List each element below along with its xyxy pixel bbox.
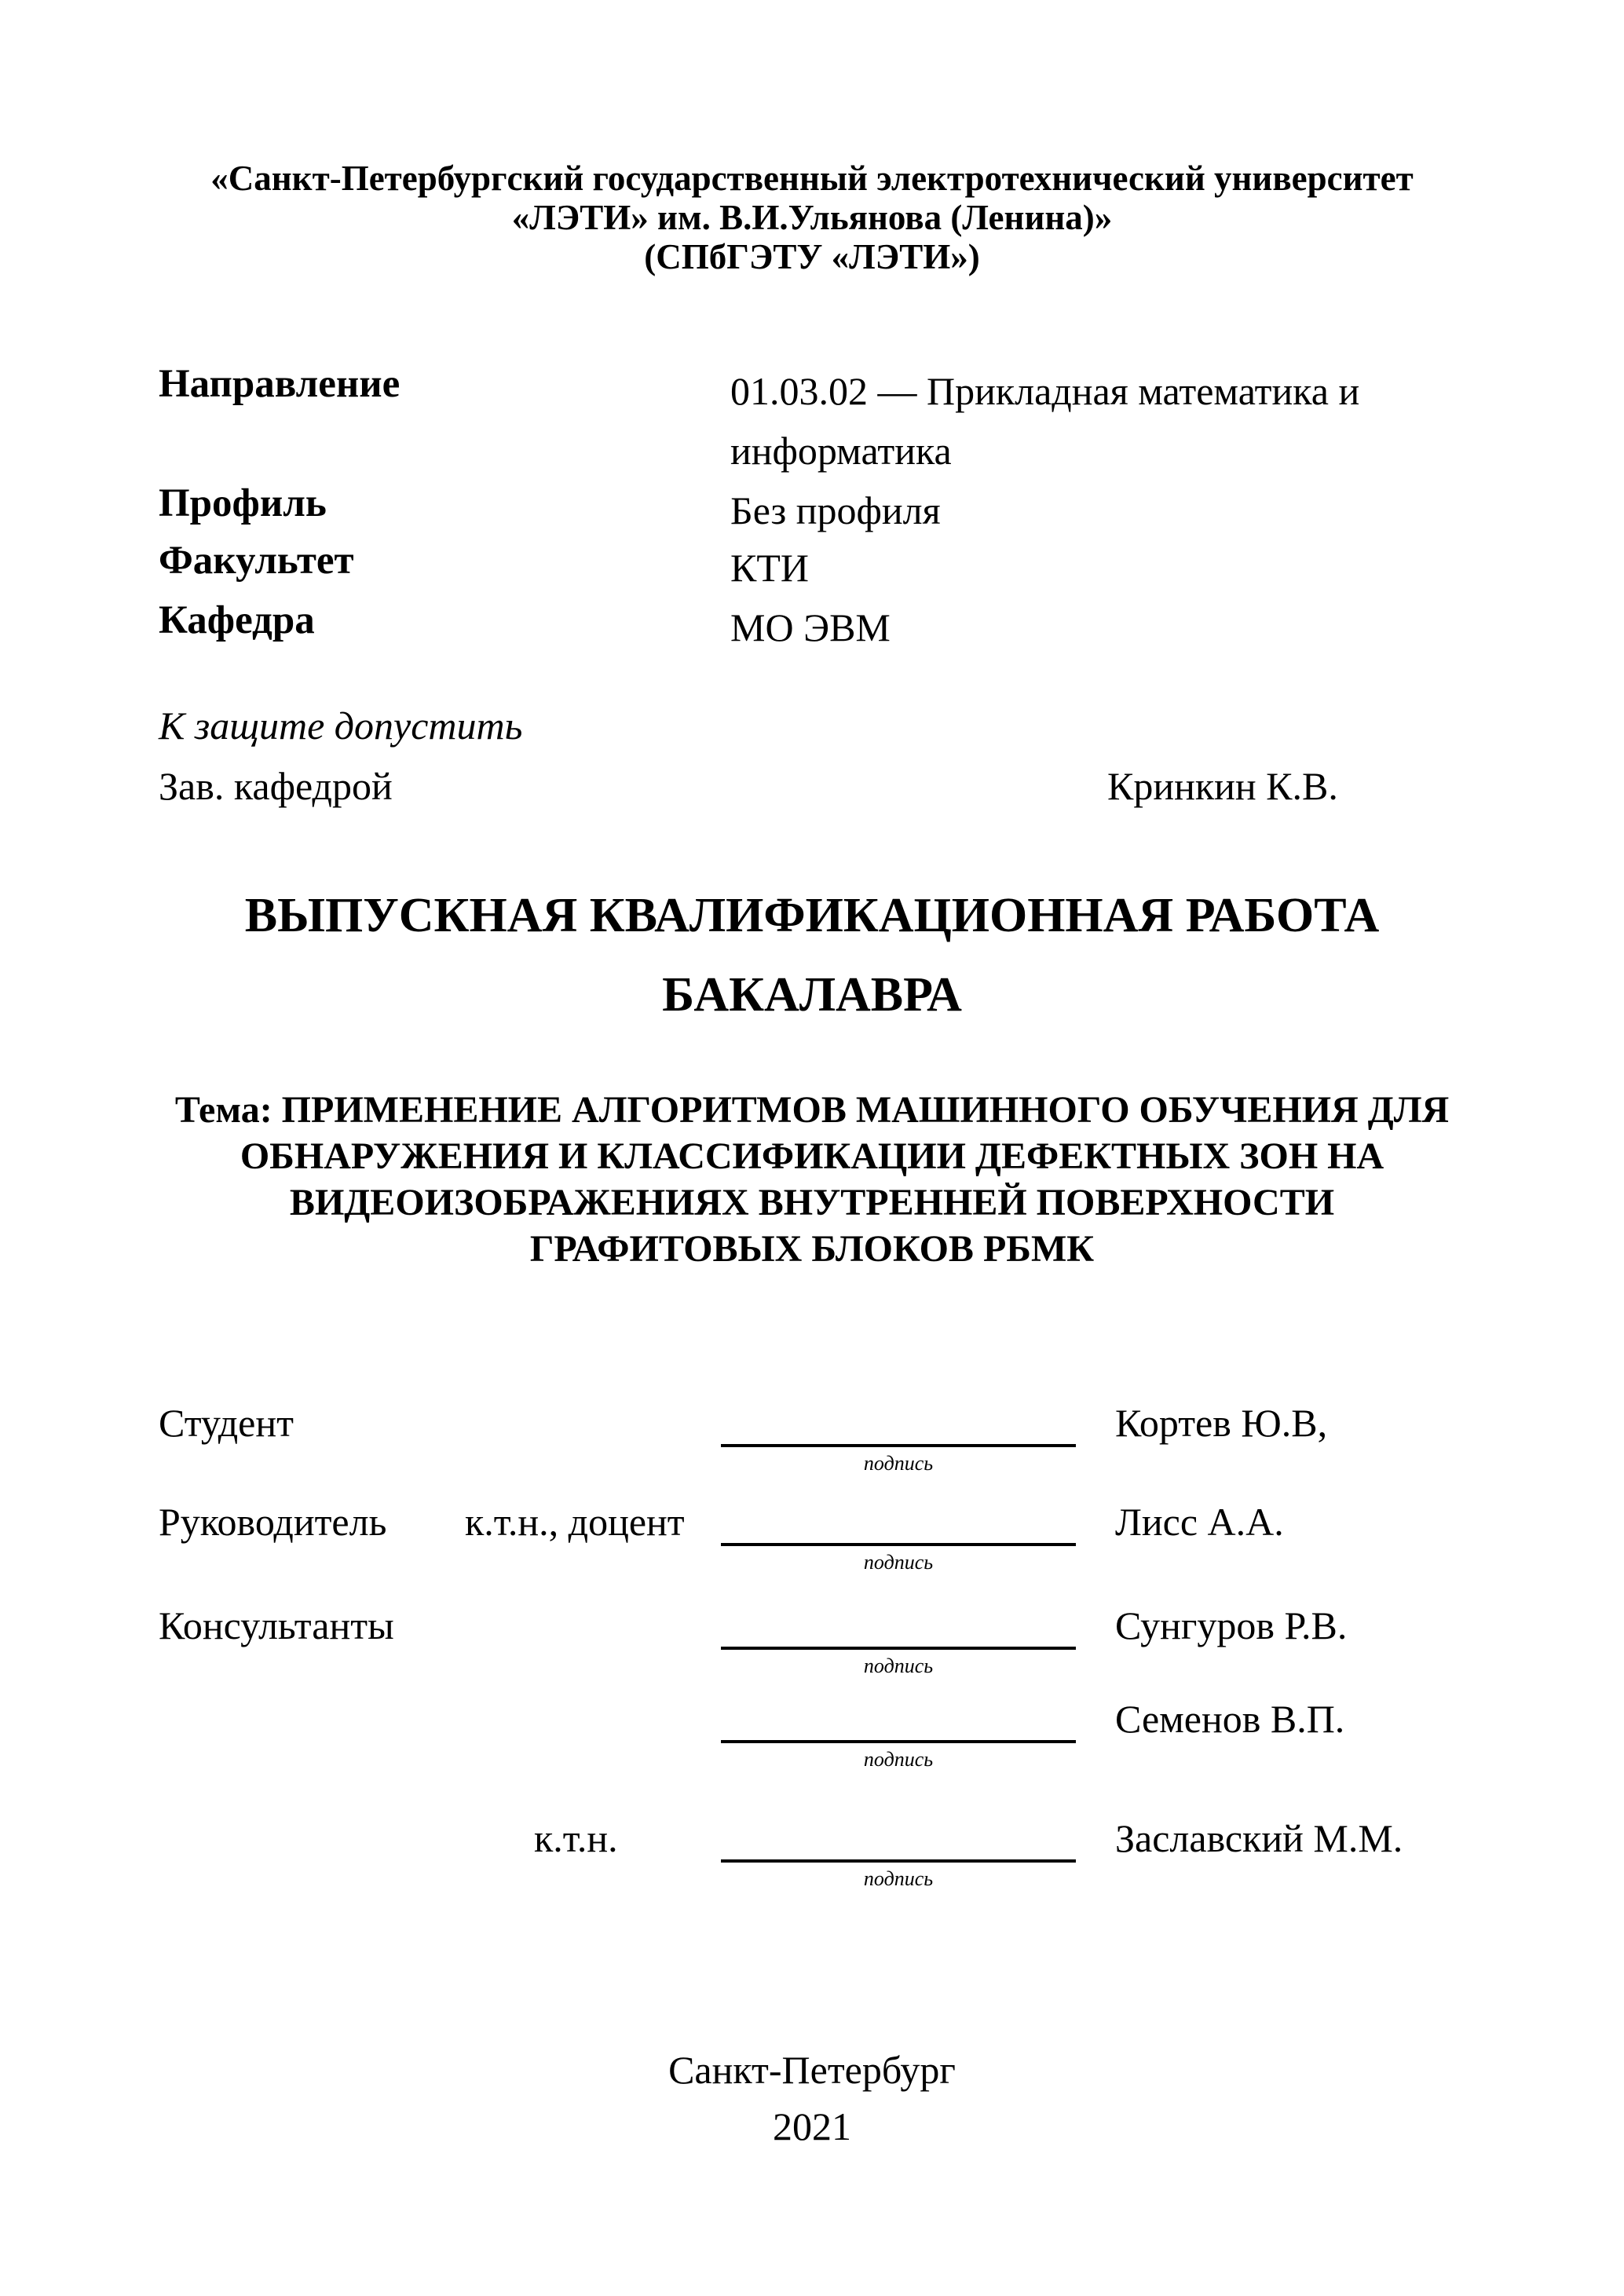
signature-caption: подпись <box>863 1452 934 1475</box>
signature-name: Кортев Ю.В, <box>1115 1401 1328 1445</box>
field-label-profile: Профиль <box>159 481 327 525</box>
signature-row-student <box>0 1400 1624 1494</box>
field-label-direction: Направление <box>159 362 401 406</box>
university-name-line: «Санкт-Петербургский государственный электротехнический университет <box>210 159 1414 198</box>
signature-line <box>721 1444 1076 1447</box>
admission-phrase: К защите допустить <box>159 704 523 748</box>
signature-caption: подпись <box>863 1551 934 1574</box>
signature-name: Сунгуров Р.В. <box>1115 1603 1348 1647</box>
department-head-name: Кринкин К.В. <box>1107 764 1338 808</box>
footer-year: 2021 <box>773 2104 851 2148</box>
field-value-department: МО ЭВМ <box>730 605 891 649</box>
signature-caption: подпись <box>863 1748 934 1771</box>
signature-line <box>721 1740 1076 1743</box>
field-label-department: Кафедра <box>159 598 315 642</box>
signature-role: Студент <box>159 1401 294 1445</box>
signature-role: Руководитель <box>159 1500 387 1544</box>
university-header <box>82 159 1542 276</box>
document-title <box>82 876 1542 1035</box>
signature-row-supervisor <box>0 1499 1624 1593</box>
signature-degree: к.т.н. <box>534 1816 618 1860</box>
signature-line <box>721 1543 1076 1546</box>
field-value-profile: Без профиля <box>730 488 941 532</box>
signature-role: Консультанты <box>159 1603 394 1647</box>
signature-caption: подпись <box>863 1654 934 1677</box>
signature-line <box>721 1859 1076 1863</box>
signature-line <box>721 1647 1076 1650</box>
signature-caption: подпись <box>863 1867 934 1890</box>
signature-name: Семенов В.П. <box>1115 1697 1345 1741</box>
signature-row-consultant-3 <box>0 1815 1624 1910</box>
signature-degree: к.т.н., доцент <box>465 1500 685 1544</box>
university-name-line: «ЛЭТИ» им. В.И.Ульянова (Ленина)» <box>511 198 1113 237</box>
field-label-faculty: Факультет <box>159 539 354 583</box>
field-value-faculty: КТИ <box>730 546 809 590</box>
university-abbreviation: (СПбГЭТУ «ЛЭТИ») <box>644 237 980 276</box>
document-title-line: ВЫПУСКНАЯ КВАЛИФИКАЦИОННАЯ РАБОТА <box>244 889 1380 942</box>
signature-name: Заславский М.М. <box>1115 1816 1403 1860</box>
signature-row-consultant-2 <box>0 1696 1624 1790</box>
footer-city: Санкт-Петербург <box>668 2048 956 2092</box>
thesis-topic: Тема: ПРИМЕНЕНИЕ АЛГОРИТМОВ МАШИННОГО ОБУЧЕНИЯ ДЛЯ ОБНАРУЖЕНИЯ И КЛАССИФИКАЦИИ ДЕФЕКТНЫХ ЗОН НА ВИДЕОИЗОБРАЖЕНИЯХ ВНУТРЕННЕЙ ПОВЕРХНОСТИ ГРАФИТОВЫХ БЛОКОВ РБМК <box>174 1089 1450 1270</box>
field-value-direction: 01.03.02 — Прикладная математика и информатика <box>730 369 1360 473</box>
document-title-line: БАКАЛАВРА <box>662 968 962 1022</box>
department-head-label: Зав. кафедрой <box>159 764 393 808</box>
footer <box>82 2042 1542 2155</box>
signature-name: Лисс А.А. <box>1115 1500 1284 1544</box>
signature-row-consultant-1 <box>0 1603 1624 1697</box>
